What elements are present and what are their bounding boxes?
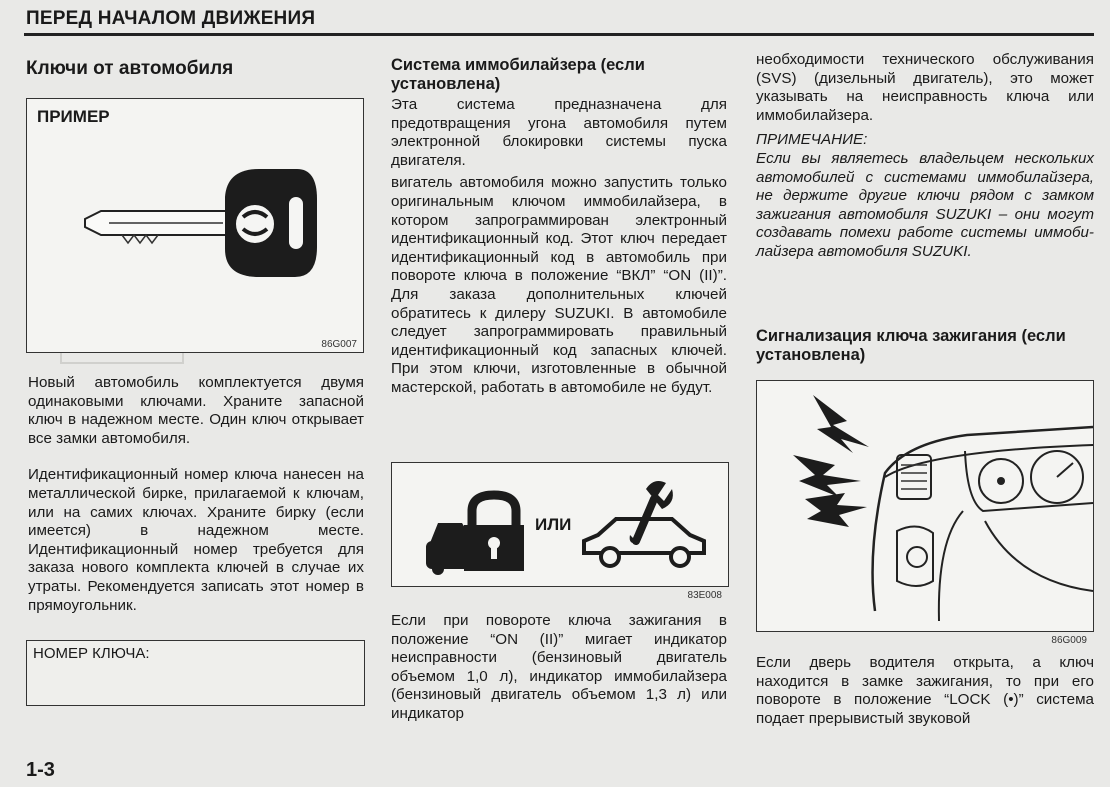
page-header-title: ПЕРЕД НАЧАЛОМ ДВИЖЕНИЯ <box>26 8 316 29</box>
header-rule <box>24 33 1094 36</box>
immobilizer-figure <box>391 462 729 601</box>
paragraph-key-number: Идентификационный номер ключа нанесен на металлической бирке, прилагаемой к ключам, или на самих ключах. Храните бирку (если имеется) в надежном месте. Идентификационный номер требуется для заказа нового комплекта ключей в случае их утраты. Рекомендуется записать этот номер в прямоугольник. <box>28 466 364 614</box>
page-number: 1-3 <box>26 759 55 781</box>
paragraph-indicator-blink: Если при повороте ключа зажигания в положение “ON (II)” мигает индикатор неисправности (бензиновый двигатель объемом 1,0 л), индикатор иммобилайзера (бензиновый двигатель объемом 1,3 л) или индикатор <box>391 612 727 722</box>
key-alarm-figure <box>756 380 1094 646</box>
paragraph-svs: необходимости технического обслуживания (SVS) (дизельный двигатель), это может указывать на неисправность ключа или иммобилайзера. <box>756 51 1094 124</box>
section-heading-key-alarm: Сигнализация ключа зажигания (если установлена) <box>756 327 1066 364</box>
figure-code: 83E008 <box>687 590 722 601</box>
key-icon <box>27 99 363 352</box>
figure-code: 86G007 <box>321 339 357 350</box>
or-label: ИЛИ <box>535 515 572 534</box>
paragraph-immobilizer-purpose: Эта система предназначена для предотвращения угона автомобиля путем электронной блокировки системы пуска двигателя. <box>391 96 727 169</box>
paragraph-key-alarm: Если дверь водителя открыта, а ключ находится в замке зажигания, то при его повороте в положение “LOCK (•)” система подает прерывистый звуковой <box>756 654 1094 727</box>
figure-code: 86G009 <box>1051 635 1087 646</box>
service-indicator-icon <box>576 469 726 579</box>
section-heading-immobilizer: Система иммобилайзера (если установлена) <box>391 56 645 93</box>
figure-label: ПРИМЕР <box>37 107 110 126</box>
paragraph-immobilizer-key: вигатель автомобиля можно запустить только оригинальным ключом иммобилайзера, в котором запрограммирован электронный идентификационный код. Этот ключ передает идентификационный код в автомобиль при повороте ключа в положение “ВКЛ” “ON (II)”. Для заказа дополнительных ключей обратитесь к дилеру SUZUKI. В автомобиле следует запрограммировать правильный идентификационный код запасных ключей. При этом ключи, изготовленные в обычной мастерской, работать в автомобиле не будут. <box>391 174 727 396</box>
paragraph-keys-intro: Новый автомобиль комплектуется двумя одинаковыми ключами. Храните запасной ключ в надежном месте. Один ключ открывает все замки автомобиля. <box>28 374 364 447</box>
section-heading-keys: Ключи от автомобиля <box>26 58 234 79</box>
note-title: ПРИМЕЧАНИЕ: <box>756 131 868 149</box>
key-figure <box>26 98 364 353</box>
dashboard-ignition-icon <box>757 381 1093 631</box>
key-number-box[interactable] <box>26 640 365 706</box>
note-body: Если вы являетесь владельцем нескольких автомобилей с системами иммобилайзера, не держите другие ключи рядом с замком зажигания автомобиля SUZUKI – они могут создавать помехи работе системы иммоби-лайзера автомобиля SUZUKI. <box>756 149 1094 260</box>
key-number-label: НОМЕР КЛЮЧА: <box>33 645 150 662</box>
